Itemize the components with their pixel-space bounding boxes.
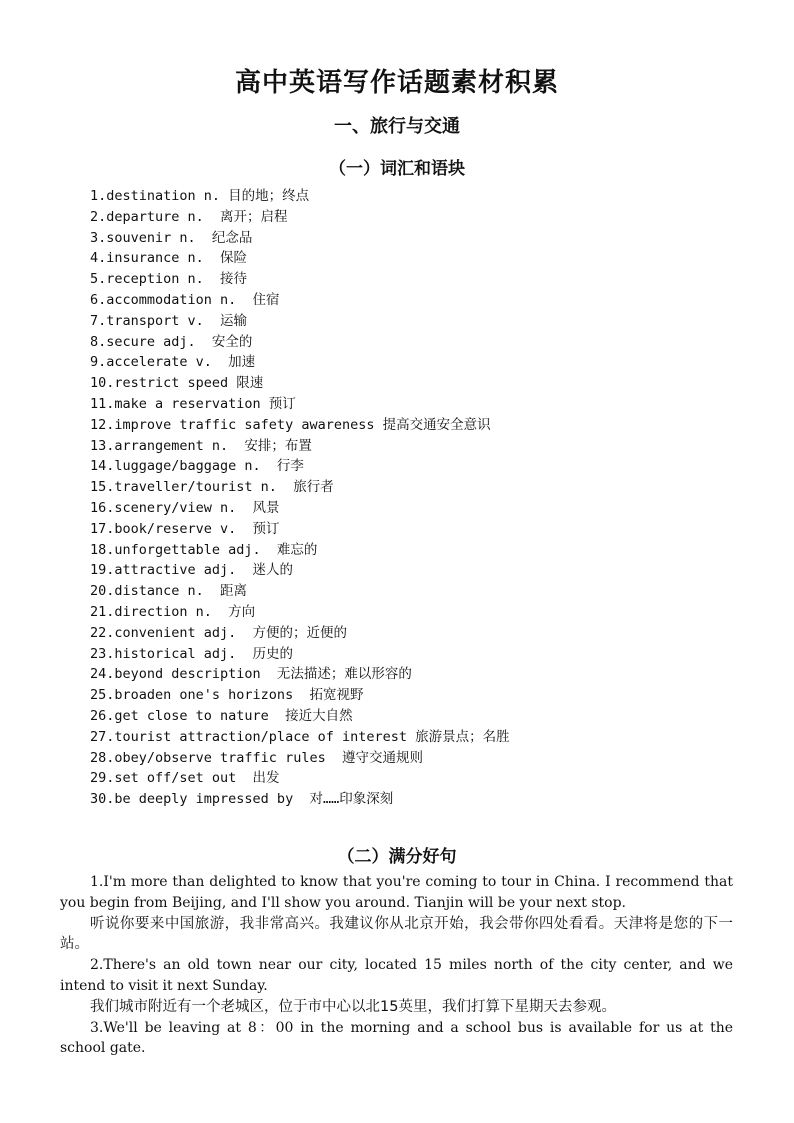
vocab-item: 24.beyond description 无法描述；难以形容的 — [90, 666, 412, 683]
section-heading: 一、旅行与交通 — [334, 116, 460, 137]
vocab-item: 19.attractive adj. 迷人的 — [90, 562, 294, 579]
vocab-item: 30.be deeply impressed by 对……印象深刻 — [90, 791, 394, 808]
vocab-item: 9.accelerate v. 加速 — [90, 354, 256, 371]
document-title: 高中英语写作话题素材积累 — [234, 68, 559, 98]
sentence-english: 2.There's an old town near our city, located 15 miles north of the city center, and we intend to visit it next Sunday. — [60, 957, 733, 994]
vocab-item: 22.convenient adj. 方便的；近便的 — [90, 624, 348, 641]
vocab-item: 16.scenery/view n. 风景 — [90, 499, 280, 516]
vocab-item: 25.broaden one's horizons 拓宽视野 — [90, 687, 364, 704]
vocab-item: 23.historical adj. 历史的 — [90, 645, 294, 662]
vocab-item: 1.destination n. 目的地；终点 — [90, 188, 310, 204]
sentence-english: 3.We'll be leaving at 8：00 in the morning and a school bus is available for us at the school gate. — [60, 1019, 733, 1057]
vocab-item: 15.traveller/tourist n. 旅行者 — [90, 479, 334, 496]
vocab-item: 28.obey/observe traffic rules 遵守交通规则 — [90, 749, 423, 766]
vocab-item: 12.improve traffic safety awareness 提高交通安全意识 — [90, 416, 491, 433]
vocab-item: 21.direction n. 方向 — [90, 603, 256, 620]
vocab-item: 26.get close to nature 接近大自然 — [90, 707, 353, 724]
sentence-english: 1.I'm more than delighted to know that you're coming to tour in China. I recommend that you begin from Beijing, and I'll show you around. Tianjin will be your next stop. — [60, 874, 733, 911]
vocab-item: 5.reception n. 接待 — [90, 271, 248, 288]
vocab-item: 20.distance n. 距离 — [90, 583, 248, 600]
vocab-item: 27.tourist attraction/place of interest 旅游景点；名胜 — [90, 728, 510, 745]
vocab-item: 6.accommodation n. 住宿 — [90, 291, 280, 308]
sentence-chinese: 我们城市附近有一个老城区，位于市中心以北15英里，我们打算下星期天去参观。 — [90, 998, 616, 1015]
vocab-item: 10.restrict speed 限速 — [90, 375, 264, 392]
vocab-item: 29.set off/set out 出发 — [90, 770, 280, 787]
subsection-sentences-heading: （二）满分好句 — [337, 847, 457, 867]
vocab-item: 17.book/reserve v. 预订 — [90, 520, 280, 537]
vocab-item: 14.luggage/baggage n. 行李 — [90, 458, 304, 475]
vocab-item: 2.departure n. 离开；启程 — [90, 208, 288, 225]
vocab-item: 11.make a reservation 预订 — [90, 395, 296, 412]
sentence-chinese: 听说你要来中国旅游，我非常高兴。我建议你从北京开始，我会带你四处看看。天津将是您的下一站。 — [60, 915, 733, 953]
vocab-list — [90, 186, 750, 810]
vocab-item: 4.insurance n. 保险 — [90, 250, 248, 267]
sentence-list — [60, 872, 733, 1059]
vocab-item: 8.secure adj. 安全的 — [90, 333, 253, 350]
vocab-item: 3.souvenir n. 纪念品 — [90, 229, 253, 246]
subsection-vocab-heading: （一）词汇和语块 — [329, 159, 465, 179]
vocab-item: 7.transport v. 运输 — [90, 312, 248, 329]
vocab-item: 18.unforgettable adj. 难忘的 — [90, 541, 318, 558]
vocab-item: 13.arrangement n. 安排；布置 — [90, 437, 312, 454]
